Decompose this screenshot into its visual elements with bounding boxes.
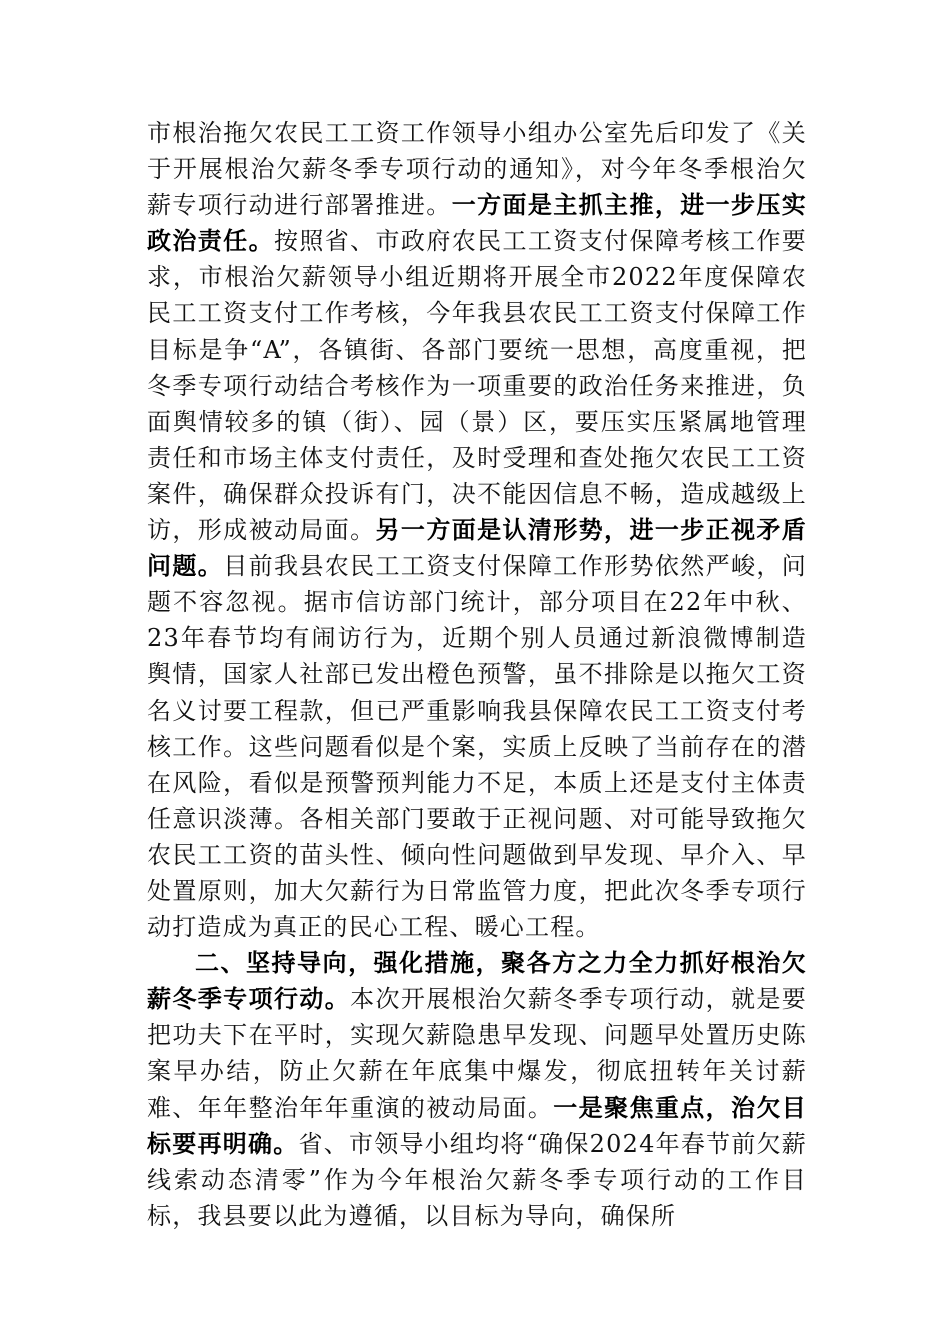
paragraph-1 xyxy=(147,115,807,945)
paragraph-1-text-1: 市根治拖欠农民工工资工作领导小组办公室先后印发了《关于开展根治欠薪冬季专项行动的通知》，对今年冬季根治欠薪专项行动进行部署推进。 xyxy=(147,119,807,220)
section-2-heading: 二、坚持导向，强化措施，聚各方之力全力抓好根治欠薪冬季专项行动。 xyxy=(147,948,807,1014)
paragraph-1-text-3: 目前我县农民工工资支付保障工作形势依然严峻，问题不容忽视。据市信访部门统计，部分项目在22年中秋、23年春节均有闹访行为，近期个别人员通过新浪微博制造舆情，国家人社部已发出橙色预警，虽不排除是以拖欠工资名义讨要工程款，但已严重影响我县保障农民工工资支付考核工作。这些问题看似是个案，实质上反映了当前存在的潜在风险，看似是预警预判能力不足，本质上还是支付主体责任意识淡薄。各相关部门要敢于正视问题、对可能导致拖欠农民工工资的苗头性、倾向性问题做到早发现、早介入、早处置原则，加大欠薪行为日常监管力度，把此次冬季专项行动打造成为真正的民心工程、暖心工程。 xyxy=(147,552,807,942)
paragraph-2-bold-heading-1: 一是聚焦重点，治欠目标要再明确。 xyxy=(147,1092,808,1158)
paragraph-1-text-2: 按照省、市政府农民工工资支付保障考核工作要求，市根治欠薪领导小组近期将开展全市2022年度保障农民工工资支付工作考核，今年我县农民工工资支付保障工作目标是争“A”，各镇街、各部门要统一思想，高度重视，把冬季专项行动结合考核作为一项重要的政治任务来推进，负面舆情较多的镇（街）、园（景）区，要压实压紧属地管理责任和市场主体支付责任，及时受理和查处拖欠农民工工资案件，确保群众投诉有门，决不能因信息不畅，造成越级上访，形成被动局面。 xyxy=(147,227,808,545)
paragraph-2-text-2: 省、市领导小组均将“确保2024年春节前欠薪线索动态清零”作为今年根治欠薪冬季专项行动的工作目标，我县要以此为遵循，以目标为导向，确保所 xyxy=(147,1129,808,1230)
document-body xyxy=(147,115,807,1234)
paragraph-1-bold-heading-2: 另一方面是认清形势，进一步正视矛盾问题。 xyxy=(147,515,807,581)
paragraph-2-text-1: 本次开展根治欠薪冬季专项行动，就是要把功夫下在平时，实现欠薪隐患早发现、问题早处置历史陈案早办结，防止欠薪在年底集中爆发，彻底扭转年关讨薪难、年年整治年年重演的被动局面。 xyxy=(147,985,807,1122)
paragraph-2 xyxy=(147,945,807,1234)
paragraph-1-bold-heading-1: 一方面是主抓主推，进一步压实政治责任。 xyxy=(147,190,807,256)
